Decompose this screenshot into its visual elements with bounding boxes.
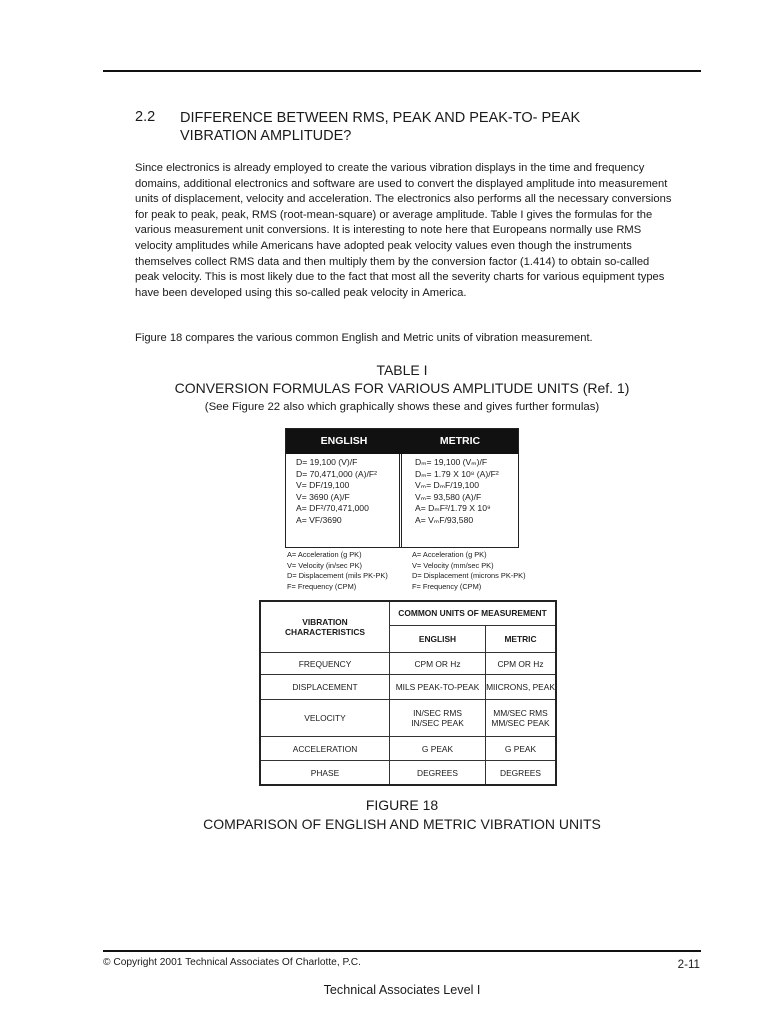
formula: A= DₘF²/1.79 X 10⁹: [415, 503, 491, 514]
table-row: [260, 761, 556, 785]
formula: A= DF²/70,471,000: [296, 503, 369, 514]
metric-legend: [412, 550, 526, 592]
english-formulas: [286, 454, 399, 547]
formula: Dₘ= 19,100 (Vₘ)/F: [415, 457, 488, 467]
body-paragraph: Since electronics is already employed to create the various vibration displays in the time and frequency domains, additional electronics and software are used to convert the displayed amplitude into measurement units of displacement, velocity and acceleration. The electronics also performs all the necessary conversions for peak to peak, peak, RMS (root-mean-square) or average amplitude. Table I gives the formulas for the various measurement unit conversions. It is interesting to note here that Europeans normally use RMS velocity amplitudes while Americans have adopted peak velocity values even though the instruments themselves collect RMS data and then multiply them by the conversion factor (1.414) to obtain so-called peak velocity. This is most likely due to the fact that most all the severity charts for various equipment types have been developed using this so-called peak velocity in America.: [135, 162, 672, 299]
legend-item: V= Velocity (in/sec PK): [287, 560, 362, 570]
copyright-notice: © Copyright 2001 Technical Associates Of Charlotte, P.C.: [103, 957, 361, 968]
metric-header: METRIC: [439, 435, 481, 447]
table-row: [260, 699, 556, 736]
legend-item: D= Displacement (microns PK-PK): [412, 571, 526, 581]
metric-cell: CPM OR Hz: [486, 653, 557, 675]
formula: V= 3690 (A)/F: [296, 491, 350, 502]
english-header: ENGLISH: [320, 435, 368, 447]
english-cell: IN/SEC RMS IN/SEC PEAK: [390, 699, 486, 736]
english-cell: DEGREES: [390, 761, 486, 785]
legend-item: V= Velocity (mm/sec PK): [412, 560, 494, 570]
figure-title: COMPARISON OF ENGLISH AND METRIC VIBRATION UNITS: [203, 816, 601, 832]
legend-item: A= Acceleration (g PK): [287, 550, 362, 559]
formula: D= 19,100 (V)/F: [296, 457, 358, 467]
table-caption: TABLE I: [376, 362, 428, 378]
table-row: [260, 675, 556, 699]
english-legend: [287, 550, 388, 592]
legend-item: F= Frequency (CPM): [287, 581, 357, 591]
metric-cell: MIICRONS, PEAK: [486, 675, 557, 699]
legend-item: A= Acceleration (g PK): [412, 550, 487, 559]
formula: A= VF/3690: [296, 514, 342, 525]
table-row: [260, 736, 556, 760]
characteristic-cell: VELOCITY: [260, 699, 390, 736]
units-comparison-table: [259, 600, 557, 786]
metric-cell: MM/SEC RMS MM/SEC PEAK: [486, 699, 557, 736]
formula-header: [286, 429, 518, 454]
formula: Dₘ= 1.79 X 10⁸ (A)/F²: [415, 468, 499, 479]
top-rule: [103, 70, 701, 72]
characteristics-header: VIBRATION CHARACTERISTICS: [260, 601, 390, 653]
formula: Vₘ= 93,580 (A)/F: [415, 491, 482, 502]
table-subtitle: (See Figure 22 also which graphically shows these and gives further formulas): [204, 401, 600, 413]
english-cell: MILS PEAK-TO-PEAK: [390, 675, 486, 699]
english-col-header: ENGLISH: [390, 625, 486, 653]
metric-formulas: [399, 454, 518, 547]
metric-col-header: METRIC: [486, 625, 557, 653]
formula: Vₘ= DₘF/19,100: [415, 480, 479, 491]
metric-cell: G PEAK: [486, 736, 557, 760]
page-number: 2-11: [677, 958, 700, 971]
body-paragraph: Figure 18 compares the various common English and Metric units of vibration measurement.: [135, 332, 593, 344]
metric-cell: DEGREES: [486, 761, 557, 785]
legend-item: D= Displacement (mils PK-PK): [287, 571, 388, 581]
legend-item: F= Frequency (CPM): [412, 581, 482, 591]
common-units-header: COMMON UNITS OF MEASUREMENT: [390, 601, 557, 625]
formula: D= 70,471,000 (A)/F²: [296, 468, 377, 479]
english-cell: CPM OR Hz: [390, 653, 486, 675]
figure-label: FIGURE 18: [365, 797, 439, 813]
characteristic-cell: FREQUENCY: [260, 653, 390, 675]
bottom-rule: [103, 950, 701, 952]
table-row: [260, 653, 556, 675]
conversion-formula-box: [285, 428, 519, 548]
formula: A= VₘF/93,580: [415, 514, 474, 525]
book-footer: Technical Associates Level I: [323, 983, 481, 997]
characteristic-cell: DISPLACEMENT: [260, 675, 390, 699]
english-cell: G PEAK: [390, 736, 486, 760]
section-title: DIFFERENCE BETWEEN RMS, PEAK AND PEAK-TO- PEAK VIBRATION AMPLITUDE?: [180, 110, 581, 144]
characteristic-cell: PHASE: [260, 761, 390, 785]
characteristic-cell: ACCELERATION: [260, 736, 390, 760]
formula: V= DF/19,100: [296, 480, 350, 491]
section-number: 2.2: [135, 109, 156, 125]
table-title: CONVERSION FORMULAS FOR VARIOUS AMPLITUDE UNITS (Ref. 1): [174, 380, 630, 396]
